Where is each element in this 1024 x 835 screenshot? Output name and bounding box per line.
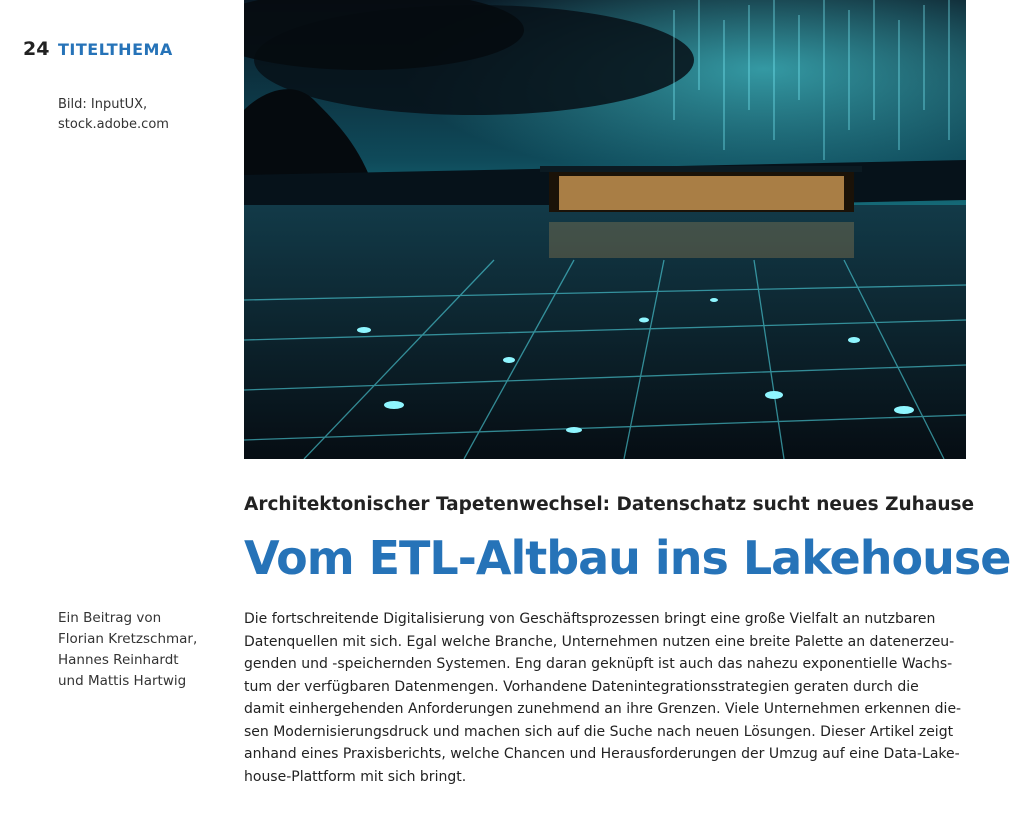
article-headline: Vom ETL-Altbau ins Lakehouse [244, 531, 1011, 585]
page-number: 24 [23, 38, 50, 60]
author-line: Hannes Reinhardt [58, 652, 179, 668]
image-credit-line: Bild: InputUX, [58, 97, 148, 112]
lead-line: damit einhergehenden Anforderungen zunehmend an ihre Grenzen. Viele Unternehmen erkennen die- [244, 701, 962, 717]
article-kicker: Architektonischer Tapetenwechsel: Datenschatz sucht neues Zuhause [244, 494, 975, 515]
lead-line: tum der verfügbaren Datenmengen. Vorhandene Datenintegrationsstrategien geraten durch die [244, 678, 919, 695]
author-line: Florian Kretzschmar, [58, 631, 198, 647]
author-line: und Mattis Hartwig [58, 673, 187, 689]
image-credit [58, 95, 208, 135]
article-lead [244, 608, 984, 788]
lead-line: Die fortschreitende Digitalisierung von Geschäftsprozessen bringt eine große Vielfalt an nutzbaren [244, 611, 936, 627]
hero-image [244, 0, 966, 459]
lead-line: house-Plattform mit sich bringt. [244, 768, 467, 785]
lead-line: genden und -speichernden Systemen. Eng daran geknüpft ist auch das nahezu exponentielle Wachs- [244, 656, 953, 672]
lead-line: anhand eines Praxisberichts, welche Chancen und Herausforderungen der Umzug auf eine Data-Lake- [244, 746, 960, 762]
lead-line: sen Modernisierungsdruck und machen sich auf die Suche nach neuen Lösungen. Dieser Artikel zeigt [244, 723, 954, 740]
author-credit [58, 608, 228, 692]
section-label: TITELTHEMA [58, 40, 173, 59]
author-line: Ein Beitrag von [58, 610, 162, 626]
lead-line: Datenquellen mit sich. Egal welche Branche, Unternehmen nutzen eine breite Palette an datenerzeu- [244, 633, 955, 650]
image-credit-line: stock.adobe.com [58, 117, 169, 132]
